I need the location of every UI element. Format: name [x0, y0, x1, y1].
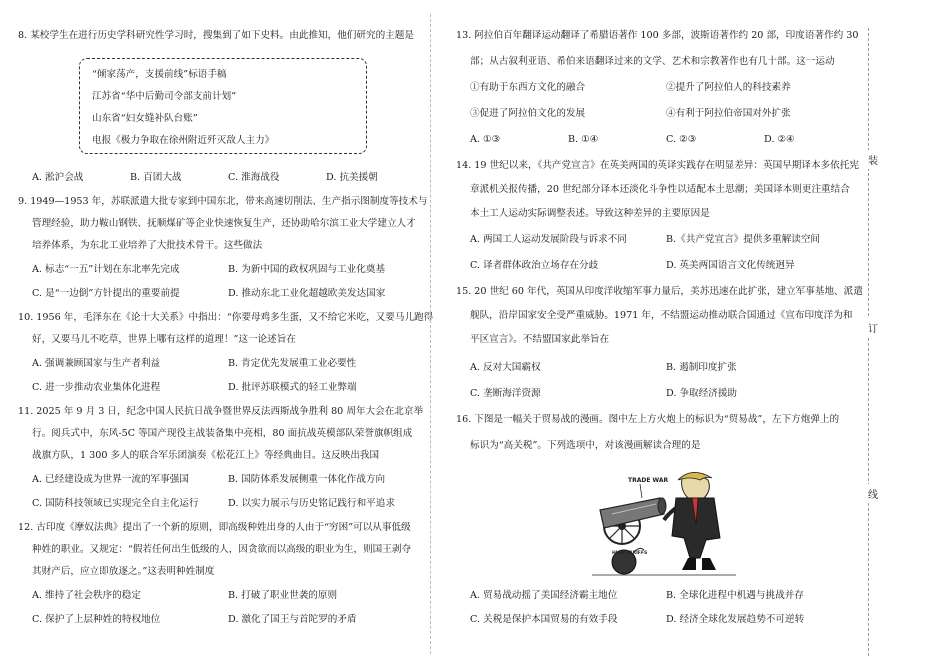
q16-option-b[interactable]: B. 全球化进程中机遇与挑战并存 — [666, 590, 804, 601]
q15-option-b[interactable]: B. 遏制印度扩张 — [666, 362, 737, 373]
q14-option-c[interactable]: C. 译者群体政治立场存在分歧 — [470, 260, 599, 271]
q12-option-d[interactable]: D. 激化了国王与首陀罗的矛盾 — [228, 614, 357, 625]
q8-stem: 8. 某校学生在进行历史学科研究性学习时，搜集到了如下史料。由此推知，他们研究的主题是 — [18, 30, 414, 41]
q12-line-3: 其财产后，应立即放逐之。”这表明种姓制度 — [32, 566, 215, 577]
q10-option-c[interactable]: C. 进一步推动农业集体化进程 — [32, 382, 161, 393]
gutter-label-xian: 线 — [866, 484, 880, 503]
q9-line-1: 9. 1949—1953 年，苏联派遣大批专家到中国东北，带来高速切削法、生产指示图制度等技术与 — [18, 196, 428, 207]
q11-option-d[interactable]: D. 以实力展示与历史铭记践行和平追求 — [228, 498, 395, 509]
q11-option-b[interactable]: B. 国防体系发展侧重一体化作战方向 — [228, 474, 386, 485]
q10-option-a[interactable]: A. 强调兼顾国家与生产者利益 — [32, 358, 161, 369]
q16-option-d[interactable]: D. 经济全球化发展趋势不可逆转 — [666, 614, 805, 625]
q13-item-2: ②提升了阿拉伯人的科技素养 — [666, 82, 791, 93]
q8-source-2: 江苏省“华中后勤司令部支前计划” — [92, 91, 237, 102]
q13-option-a[interactable]: A. ①③ — [470, 134, 501, 145]
q14-line-1: 14. 19 世纪以来，《共产党宣言》在英美两国的英译实践存在明显差异：英国早期译本多依托宪 — [456, 160, 859, 171]
left-column — [0, 0, 434, 659]
q8-source-1: “倾家荡产，支援前线”标语手稿 — [92, 69, 227, 80]
q10-line-1: 10. 1956 年，毛泽东在《论十大关系》中指出：“你要母鸡多生蛋，又不给它米吃，又要马儿跑得 — [18, 312, 434, 323]
q8-source-box — [79, 58, 367, 154]
q15-line-3: 平区宣言》。不结盟国家此举旨在 — [470, 334, 610, 345]
q14-option-a[interactable]: A. 两国工人运动发展阶段与诉求不同 — [470, 234, 627, 245]
q9-line-2: 管理经验，助力鞍山钢铁、抚顺煤矿等企业快速恢复生产，还协助哈尔滨工业大学建立人才 — [32, 218, 416, 229]
q11-line-2: 行。阅兵式中，东风-5C 等国产现役主战装备集中亮相，80 面抗战英模部队荣誉旗帜组成 — [32, 428, 413, 439]
q9-option-a[interactable]: A. 标志“一五”计划在东北率先完成 — [32, 264, 180, 275]
gutter-label-ding: 订 — [866, 318, 880, 337]
q16-option-c[interactable]: C. 关税是保护本国贸易的有效手段 — [470, 614, 618, 625]
q14-line-3: 本土工人运动实际调整表述。导致这种差异的主要原因是 — [470, 208, 710, 219]
q14-line-2: 章派机关报传播，20 世纪部分译本还淡化斗争性以适配本土思潮；美国译本则更注重结合 — [470, 184, 850, 195]
q13-line-1: 13. 阿拉伯百年翻译运动翻译了希腊语著作 100 多部，波斯语著作约 20 部，印度语著作约 30 — [456, 30, 859, 41]
gutter-label-zhuang: 装 — [866, 150, 880, 169]
q8-option-c[interactable]: C. 淮海战役 — [228, 172, 280, 183]
q10-option-d[interactable]: D. 批评苏联模式的轻工业弊端 — [228, 382, 357, 393]
q11-line-1: 11. 2025 年 9 月 3 日，纪念中国人民抗日战争暨世界反法西斯战争胜利 80 周年大会在北京举 — [18, 406, 424, 417]
q15-option-d[interactable]: D. 争取经济援助 — [666, 388, 738, 399]
q13-option-d[interactable]: D. ②④ — [764, 134, 795, 145]
q8-option-a[interactable]: A. 淞沪会战 — [32, 172, 84, 183]
q16-line-2: 标识为“高关税”。下列选项中，对该漫画解读合理的是 — [470, 440, 701, 451]
q8-source-3: 山东省“妇女缝补队台账” — [92, 113, 198, 124]
q9-option-d[interactable]: D. 推动东北工业化超越欧美发达国家 — [228, 288, 386, 299]
q13-option-b[interactable]: B. ①④ — [568, 134, 599, 145]
q12-option-c[interactable]: C. 保护了上层种姓的特权地位 — [32, 614, 161, 625]
q13-item-4: ④有利于阿拉伯帝国对外扩张 — [666, 108, 791, 119]
q13-option-c[interactable]: C. ②③ — [666, 134, 697, 145]
q14-option-b[interactable]: B.《共产党宣言》提供多重解读空间 — [666, 234, 821, 245]
q16-option-a[interactable]: A. 贸易战动摇了美国经济霸主地位 — [470, 590, 618, 601]
q10-option-b[interactable]: B. 肯定优先发展重工业必要性 — [228, 358, 357, 369]
q16-line-1: 16. 下图是一幅关于贸易战的漫画。图中左上方火炮上的标识为“贸易战”，左下方炮弹上的 — [456, 414, 840, 425]
q15-option-a[interactable]: A. 反对大国霸权 — [470, 362, 541, 373]
q15-line-2: 舰队，沿岸国家安全受严重威胁。1971 年，不结盟运动推动联合国通过《宣布印度洋为和 — [470, 310, 853, 321]
q11-option-c[interactable]: C. 国防科技领域已实现完全自主化运行 — [32, 498, 199, 509]
q15-line-1: 15. 20 世纪 60 年代，英国从印度洋收缩军事力量后，美苏迅速在此扩张，建立军事基地、派遣 — [456, 286, 863, 297]
q10-line-2: 好，又要马儿不吃草，世界上哪有这样的道理！”这一论述旨在 — [32, 334, 296, 345]
q12-option-a[interactable]: A. 维持了社会秩序的稳定 — [32, 590, 141, 601]
trade-war-cartoon — [590, 468, 738, 578]
q8-option-d[interactable]: D. 抗美援朝 — [326, 172, 378, 183]
q12-line-1: 12. 古印度《摩奴法典》提出了一个新的原则，即高级种姓出身的人由于“穷困”可以从事低级 — [18, 522, 411, 533]
binding-line — [868, 28, 869, 656]
q12-line-2: 种姓的职业。又规定：“假若任何出生低级的人，因贪欲而以高级的职业为生，则国王剥夺 — [32, 544, 412, 555]
q11-line-3: 战旗方队，1 300 多人的联合军乐团演奏《松花江上》等经典曲目。这反映出我国 — [32, 450, 380, 461]
q14-option-d[interactable]: D. 英美两国语言文化传统迥异 — [666, 260, 795, 271]
column-divider — [430, 14, 431, 654]
q9-line-3: 培养体系，为东北工业培养了大批技术骨干。这些做法 — [32, 240, 263, 251]
q12-option-b[interactable]: B. 打破了职业世袭的原则 — [228, 590, 338, 601]
q15-option-c[interactable]: C. 垄断海洋资源 — [470, 388, 541, 399]
q8-source-4: 电报《极力争取在徐州附近歼灭敌人主力》 — [92, 135, 275, 146]
q9-option-c[interactable]: C. 是“一边倒”方针提出的重要前提 — [32, 288, 180, 299]
q9-option-b[interactable]: B. 为新中国的政权巩固与工业化奠基 — [228, 264, 386, 275]
q11-option-a[interactable]: A. 已经建设成为世界一流的军事强国 — [32, 474, 189, 485]
q8-option-b[interactable]: B. 百团大战 — [130, 172, 182, 183]
cartoon-label-high-tariffs: HIGH TARIFFS — [612, 551, 648, 556]
cartoon-label-trade-war: TRADE WAR — [628, 477, 669, 484]
q13-item-3: ③促进了阿拉伯文化的发展 — [470, 108, 586, 119]
q13-item-1: ①有助于东西方文化的融合 — [470, 82, 586, 93]
q13-line-2: 部；从古叙利亚语、希伯来语翻译过来的文学、艺术和宗教著作也有几十部。这一运动 — [470, 56, 835, 67]
